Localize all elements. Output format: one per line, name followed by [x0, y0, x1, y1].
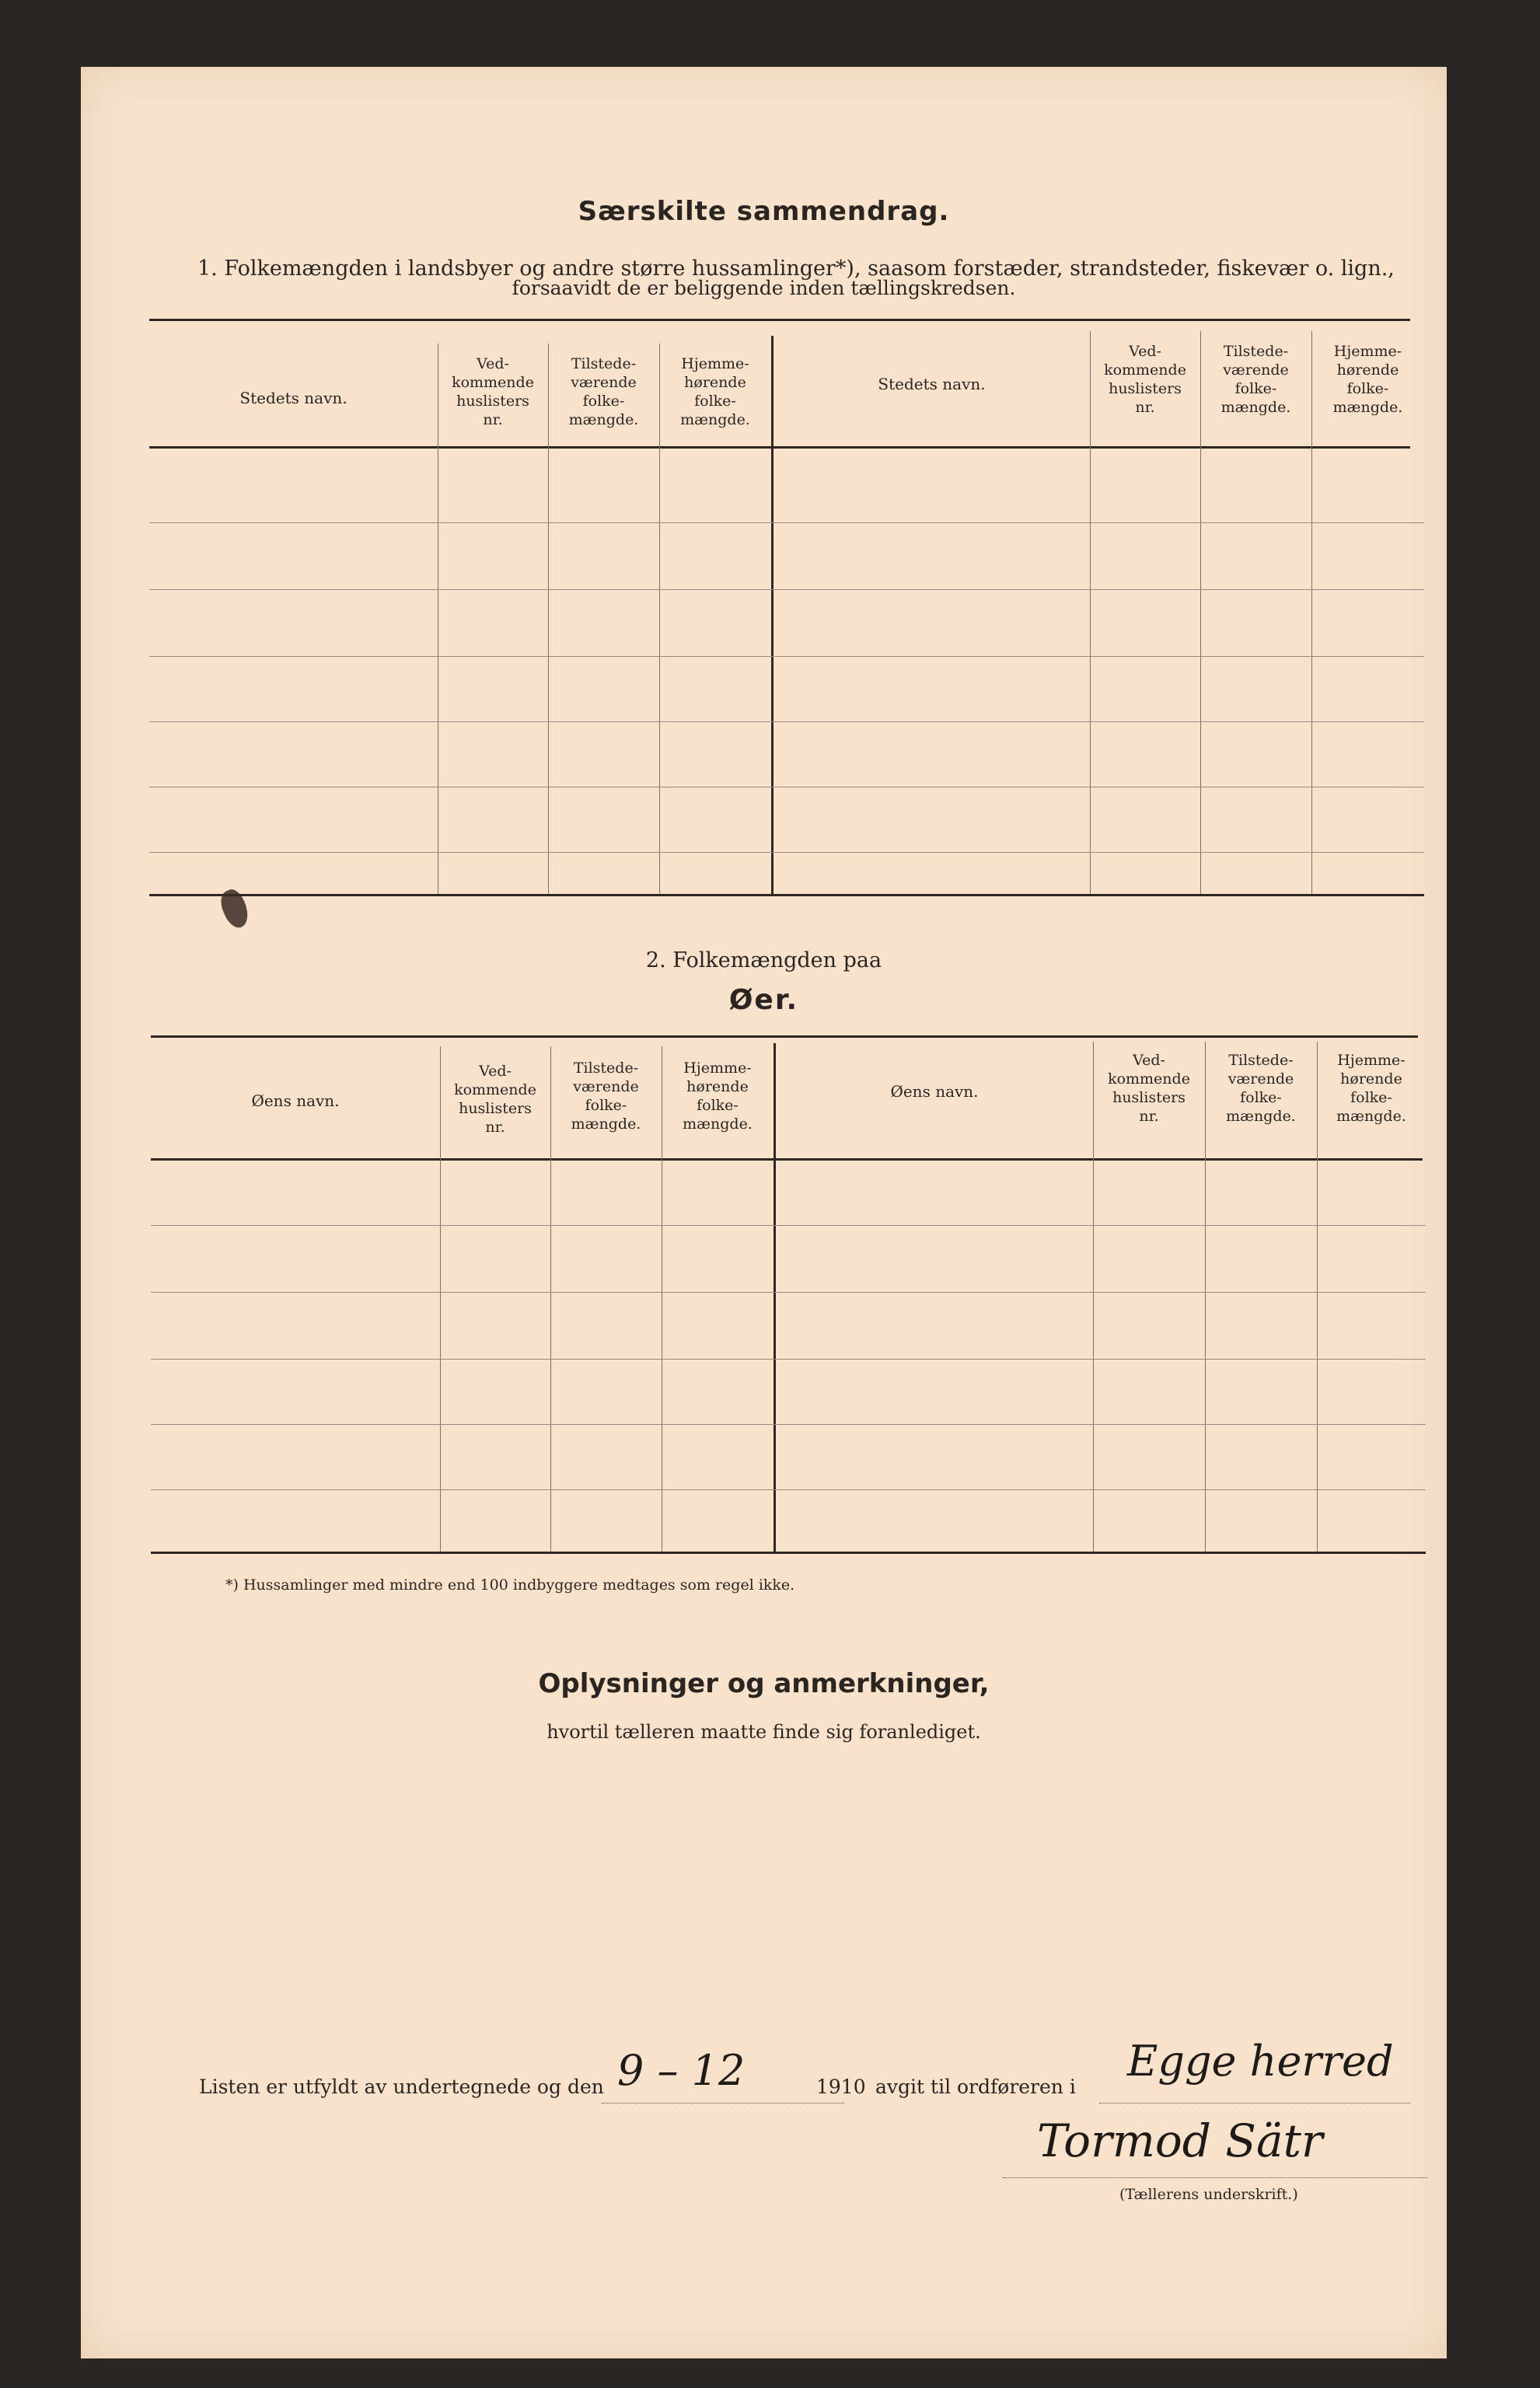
col-header-present-population: Tilstede- værende folke- mængde. [568, 355, 639, 428]
handwritten-date: 9 – 12 [617, 2046, 746, 2095]
col-header-resident-population: Hjemme- hørende folke- mængde. [680, 355, 750, 428]
col-header-resident-population-right: Hjemme- hørende folke- mængde. [1332, 343, 1403, 416]
col-header-island-household-list-nr-right: Ved- kommende huslisters nr. [1108, 1052, 1190, 1125]
handwritten-municipality: Egge herred [1127, 2037, 1394, 2086]
section1-intro-line1: 1. Folkemængden i landsbyer og andre større hussamlinger*), saasom forstæder, strandsteder, fiskevær o. lign., [197, 257, 1395, 281]
section1-intro-line2: forsaavidt de er beliggende inden tællingskredsen. [512, 277, 1016, 299]
ink-blot [216, 886, 253, 931]
remarks-subtitle: hvortil tælleren maatte finde sig foranlediget. [547, 1721, 981, 1743]
section2-heading-line2: Øer. [728, 984, 799, 1016]
col-header-household-list-nr: Ved- kommende huslisters nr. [452, 355, 534, 428]
signature-caption: (Tællerens underskrift.) [1119, 2186, 1298, 2203]
col-header-island-resident-population-right: Hjemme- hørende folke- mængde. [1336, 1052, 1406, 1125]
col-header-household-list-nr-right: Ved- kommende huslisters nr. [1104, 343, 1186, 416]
section2-heading-line1: 2. Folkemængden paa [645, 948, 882, 972]
remarks-title: Oplysninger og anmerkninger, [538, 1668, 990, 1699]
census-form-page [81, 67, 1447, 2358]
col-header-island-name-right: Øens navn. [890, 1082, 979, 1101]
signoff-prefix: Listen er utfyldt av undertegnede og den [199, 2076, 604, 2098]
page-title: Særskilte sammendrag. [578, 196, 950, 227]
signoff-year: 1910 [816, 2076, 866, 2098]
col-header-island-present-population-right: Tilstede- værende folke- mængde. [1226, 1052, 1296, 1125]
col-header-place-name: Stedets navn. [239, 389, 347, 407]
footnote: *) Hussamlinger med mindre end 100 indbyggere medtages som regel ikke. [225, 1576, 795, 1594]
signoff-middle: avgit til ordføreren i [875, 2076, 1076, 2098]
col-header-place-name-right: Stedets navn. [878, 375, 986, 393]
col-header-island-household-list-nr: Ved- kommende huslisters nr. [454, 1063, 536, 1136]
col-header-island-resident-population: Hjemme- hørende folke- mængde. [683, 1060, 753, 1133]
handwritten-signature: Tormod Sätr [1037, 2114, 1323, 2167]
col-header-island-present-population: Tilstede- værende folke- mængde. [571, 1060, 641, 1133]
col-header-island-name: Øens navn. [251, 1091, 340, 1110]
col-header-present-population-right: Tilstede- værende folke- mængde. [1220, 343, 1291, 416]
